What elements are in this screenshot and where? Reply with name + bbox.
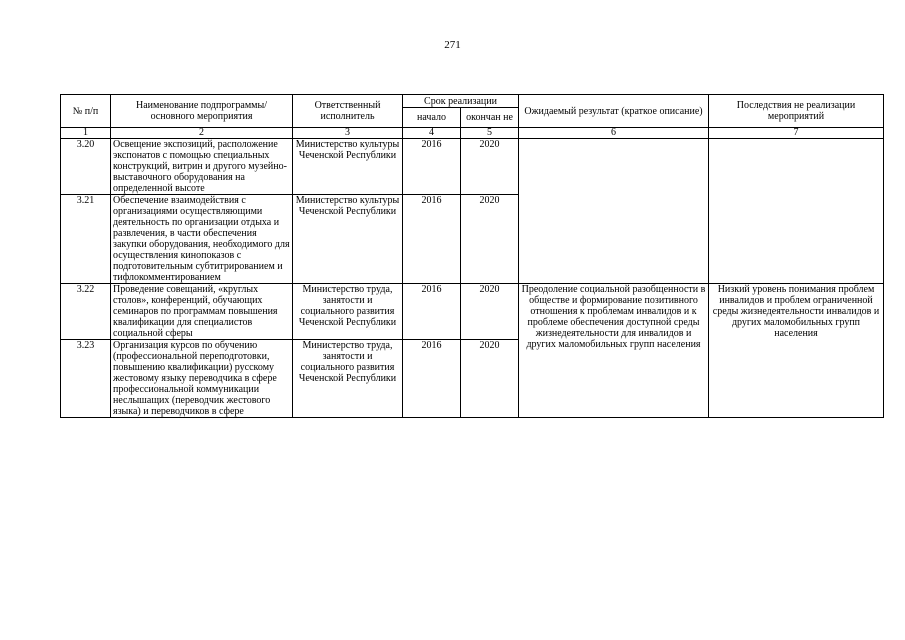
row-executor: Министерство труда, занятости и социального развития Чеченской Республики <box>293 340 403 418</box>
header-consequences: Последствия не реализации мероприятий <box>709 95 884 128</box>
row-start: 2016 <box>403 284 461 340</box>
row-consequences-empty <box>709 139 884 284</box>
table-row <box>61 284 884 340</box>
column-number: 3 <box>293 128 403 139</box>
row-executor: Министерство труда, занятости и социального развития Чеченской Республики <box>293 284 403 340</box>
program-table <box>60 94 884 418</box>
header-num: № п/п <box>61 95 111 128</box>
header-result: Ожидаемый результат (краткое описание) <box>519 95 709 128</box>
row-num: 3.22 <box>61 284 111 340</box>
table-row <box>61 139 884 195</box>
page-number: 271 <box>444 39 461 51</box>
column-number: 6 <box>519 128 709 139</box>
row-name: Организация курсов по обучению (профессиональной переподготовки, повышению квалификации) русскому жестовому языку переводчика в сфере профессиональной коммуникации неслышащих (переводчик жестового языка) и переводчиков в сфере <box>111 340 293 418</box>
header-name: Наименование подпрограммы/ основного мероприятия <box>111 95 293 128</box>
row-start: 2016 <box>403 195 461 284</box>
row-end: 2020 <box>461 139 519 195</box>
merged-result: Преодоление социальной разобщенности в обществе и формирование позитивного отношения к проблемам инвалидов и к проблеме обеспечения доступной среды жизнедеятельности для инвалидов и других маломобильных групп населения <box>519 284 709 418</box>
row-num: 3.23 <box>61 340 111 418</box>
column-number: 5 <box>461 128 519 139</box>
column-number: 7 <box>709 128 884 139</box>
row-end: 2020 <box>461 195 519 284</box>
row-name: Проведение совещаний, «круглых столов», конференций, обучающих семинаров по программам повышения квалификации для специалистов социальной сферы <box>111 284 293 340</box>
header-period: Срок реализации <box>403 95 519 108</box>
row-name: Освещение экспозиций, расположение экспонатов с помощью специальных конструкций, витрин и другого музейно-выставочного оборудования на определенной высоте <box>111 139 293 195</box>
column-number-row <box>61 128 884 139</box>
row-executor: Министерство культуры Чеченской Республики <box>293 139 403 195</box>
merged-consequences: Низкий уровень понимания проблем инвалидов и проблем ограниченной среды жизнедеятельности инвалидов и других маломобильных групп населения <box>709 284 884 418</box>
header-start: начало <box>403 108 461 128</box>
header-end: окончан не <box>461 108 519 128</box>
row-name: Обеспечение взаимодействия с организациями осуществляющими деятельность по организации отдыха и развлечения, в части обеспечения закупки оборудования, необходимого для осуществления кинопоказов с подготовительным субтитрированием и тифлокомментированием <box>111 195 293 284</box>
column-number: 1 <box>61 128 111 139</box>
row-executor: Министерство культуры Чеченской Республики <box>293 195 403 284</box>
row-num: 3.20 <box>61 139 111 195</box>
row-end: 2020 <box>461 284 519 340</box>
header-executor: Ответственный исполнитель <box>293 95 403 128</box>
column-number: 4 <box>403 128 461 139</box>
row-start: 2016 <box>403 340 461 418</box>
row-num: 3.21 <box>61 195 111 284</box>
column-number: 2 <box>111 128 293 139</box>
row-end: 2020 <box>461 340 519 418</box>
row-result-empty <box>519 139 709 284</box>
row-start: 2016 <box>403 139 461 195</box>
